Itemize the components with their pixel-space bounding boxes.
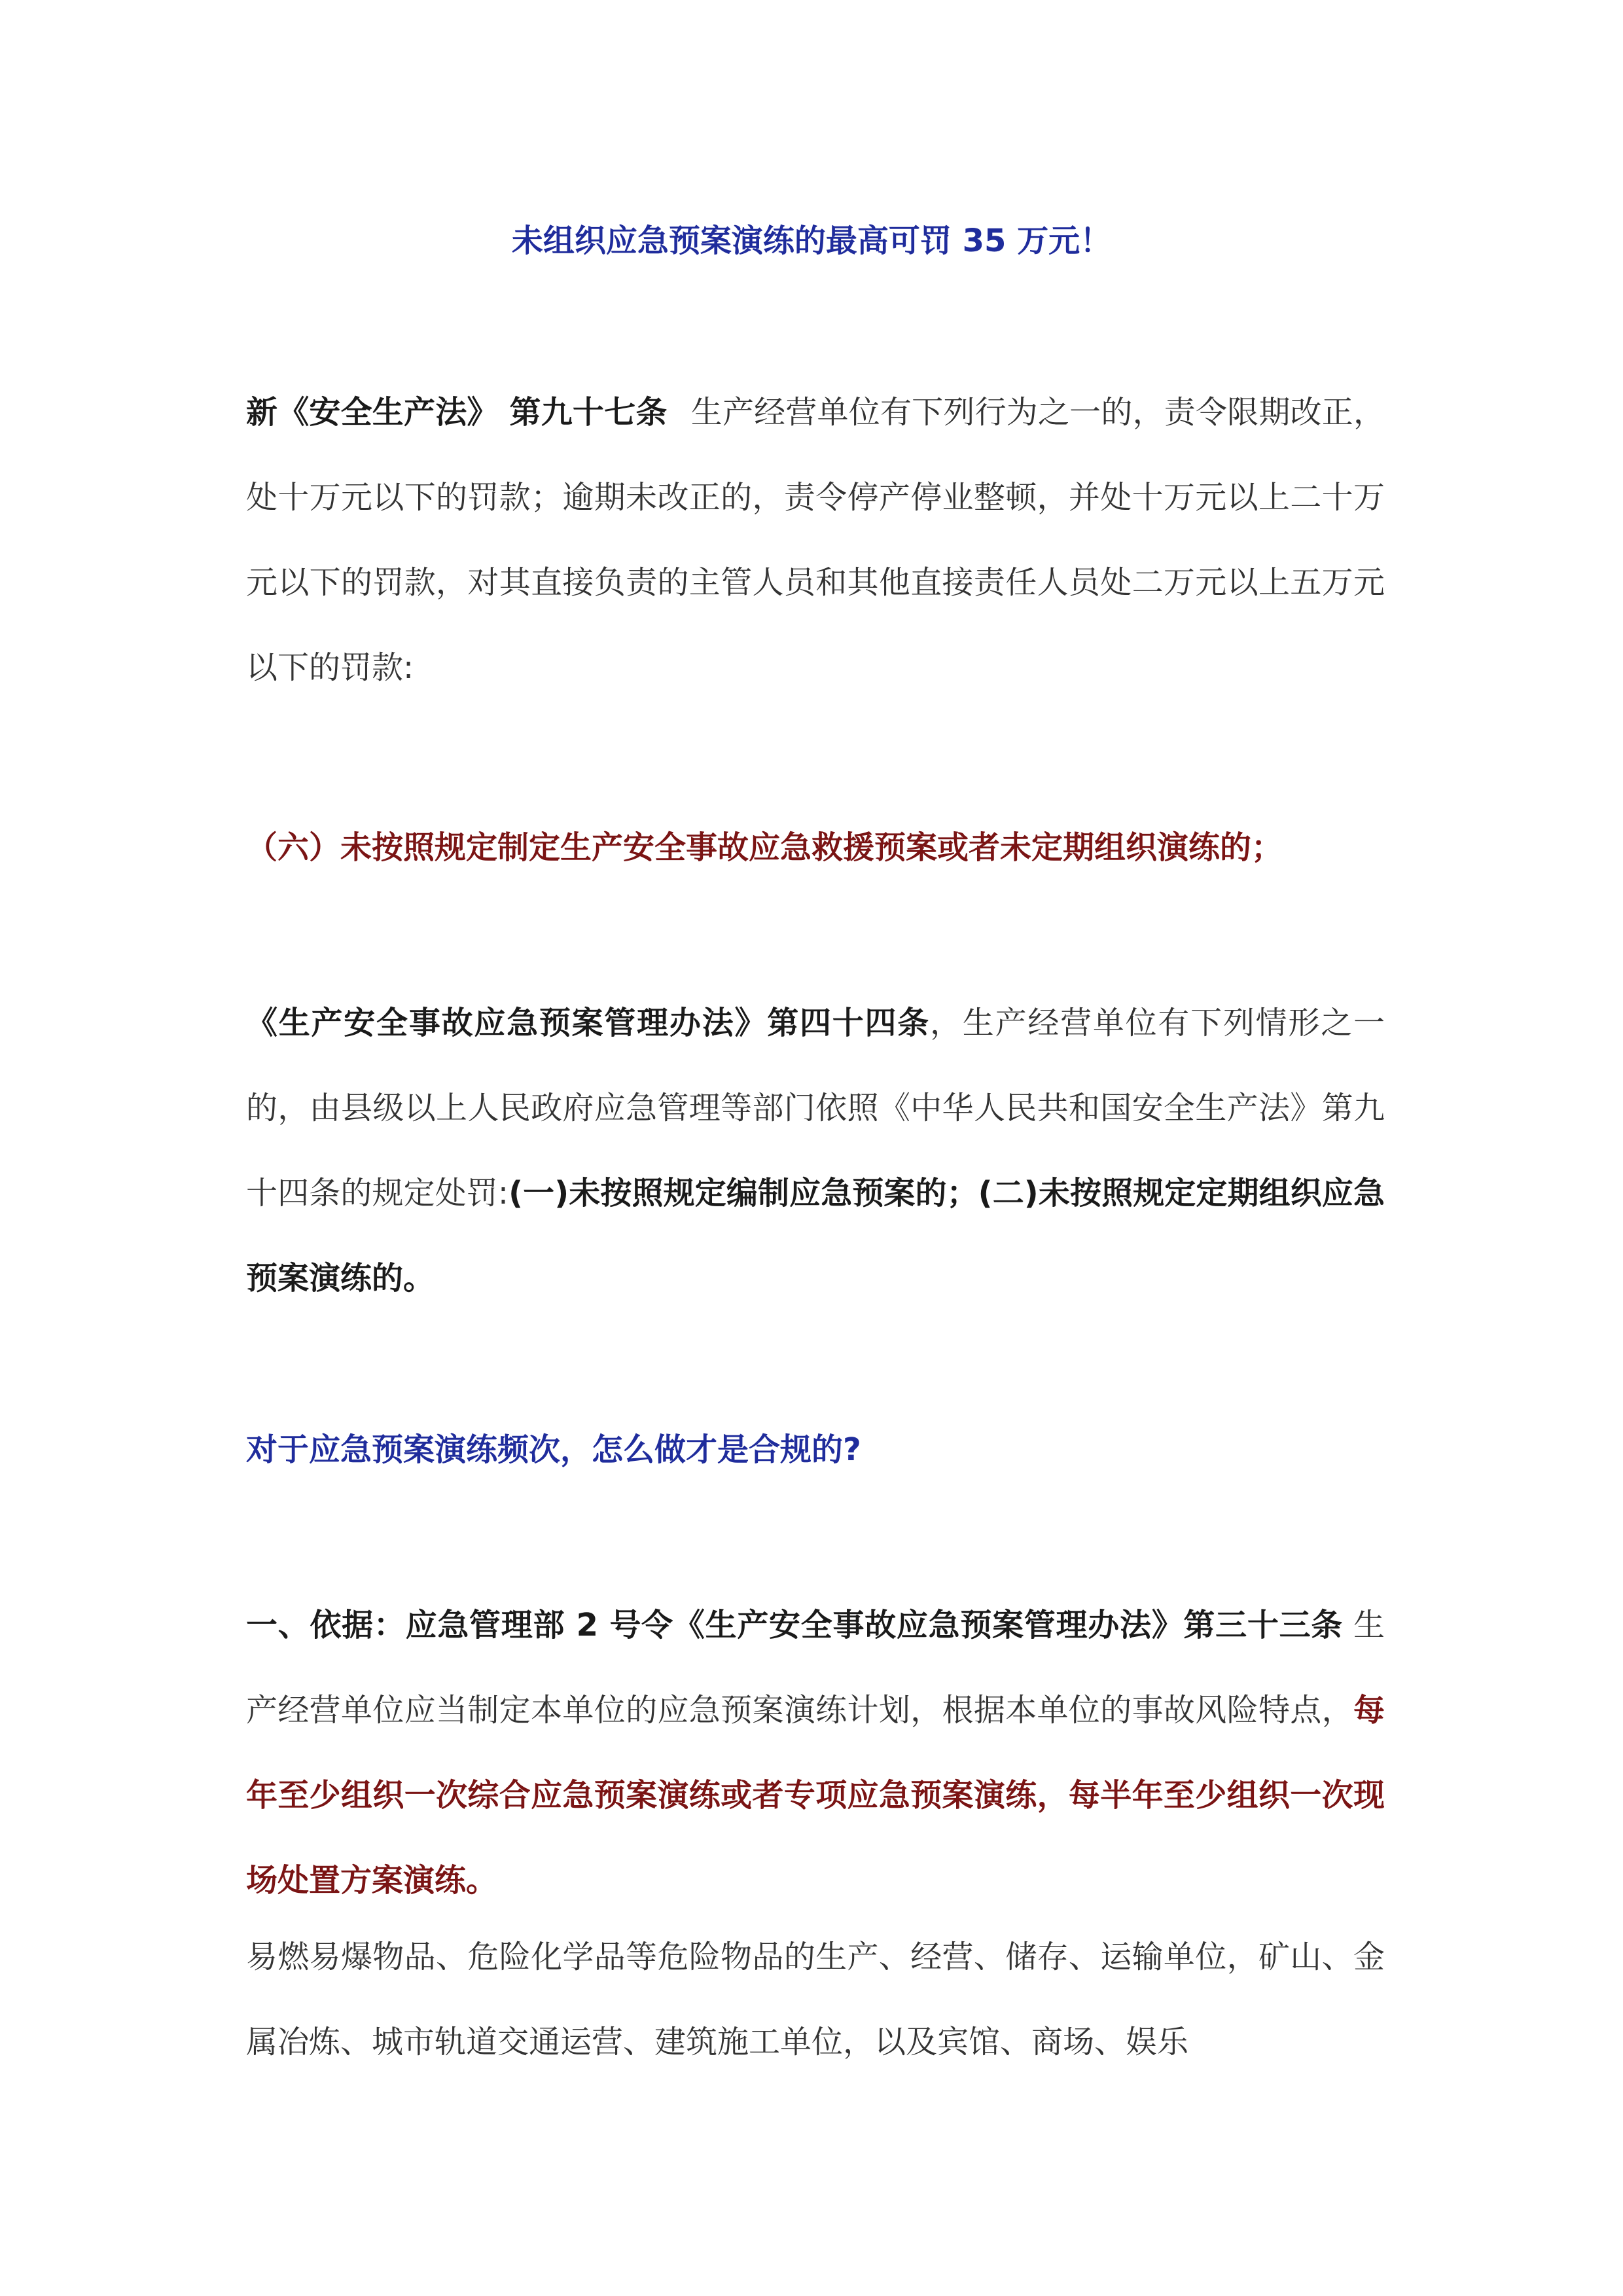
basis-text: 生产经营单位应当制定本单位的应急预案演练计划，根据本单位的事故风险特点， (246, 1607, 1385, 1729)
article-97-paragraph (246, 370, 1385, 710)
article-44-items: (一)未按照规定编制应急预案的；(二)未按照规定定期组织应急预案演练的。 (246, 1175, 1385, 1297)
article-97-text: 生产经营单位有下列行为之一的，责令限期改正，处十万元以下的罚款；逾期未改正的，责令停产停业整顿，并处十万元以上二十万元以下的罚款，对其直接负责的主管人员和其他直接责任人员处二万元以上五万元以下的罚款: (246, 394, 1385, 686)
basis-emphasis: 每年至少组织一次综合应急预案演练或者专项应急预案演练，每半年至少组织一次现场处置方案演练。 (246, 1692, 1385, 1899)
document-title: 未组织应急预案演练的最高可罚 35 万元！ (511, 223, 1112, 259)
article-44-heading: 《生产安全事故应急预案管理办法》第四十四条 (246, 1005, 931, 1041)
item-six-paragraph: （六）未按照规定制定生产安全事故应急救援预案或者未定期组织演练的； (246, 829, 1283, 866)
basis-heading: 一、依据：应急管理部 2 号令《生产安全事故应急预案管理办法》第三十三条 (246, 1607, 1344, 1643)
basis-paragraph (246, 1583, 1385, 1923)
article-44-paragraph (246, 980, 1385, 1321)
section-heading-drill-frequency: 对于应急预案演练频次，怎么做才是合规的? (246, 1431, 861, 1468)
article-97-heading: 新《安全生产法》 第九十七条 (246, 394, 668, 431)
article-44-text: ，生产经营单位有下列情形之一的，由县级以上人民政府应急管理等部门依照《中华人民共和国安全生产法》第九十四条的规定处罚: (246, 1005, 1385, 1211)
hazardous-units-paragraph: 易燃易爆物品、危险化学品等危险物品的生产、经营、储存、运输单位，矿山、金属冶炼、城市轨道交通运营、建筑施工单位，以及宾馆、商场、娱乐 (246, 1939, 1385, 2060)
